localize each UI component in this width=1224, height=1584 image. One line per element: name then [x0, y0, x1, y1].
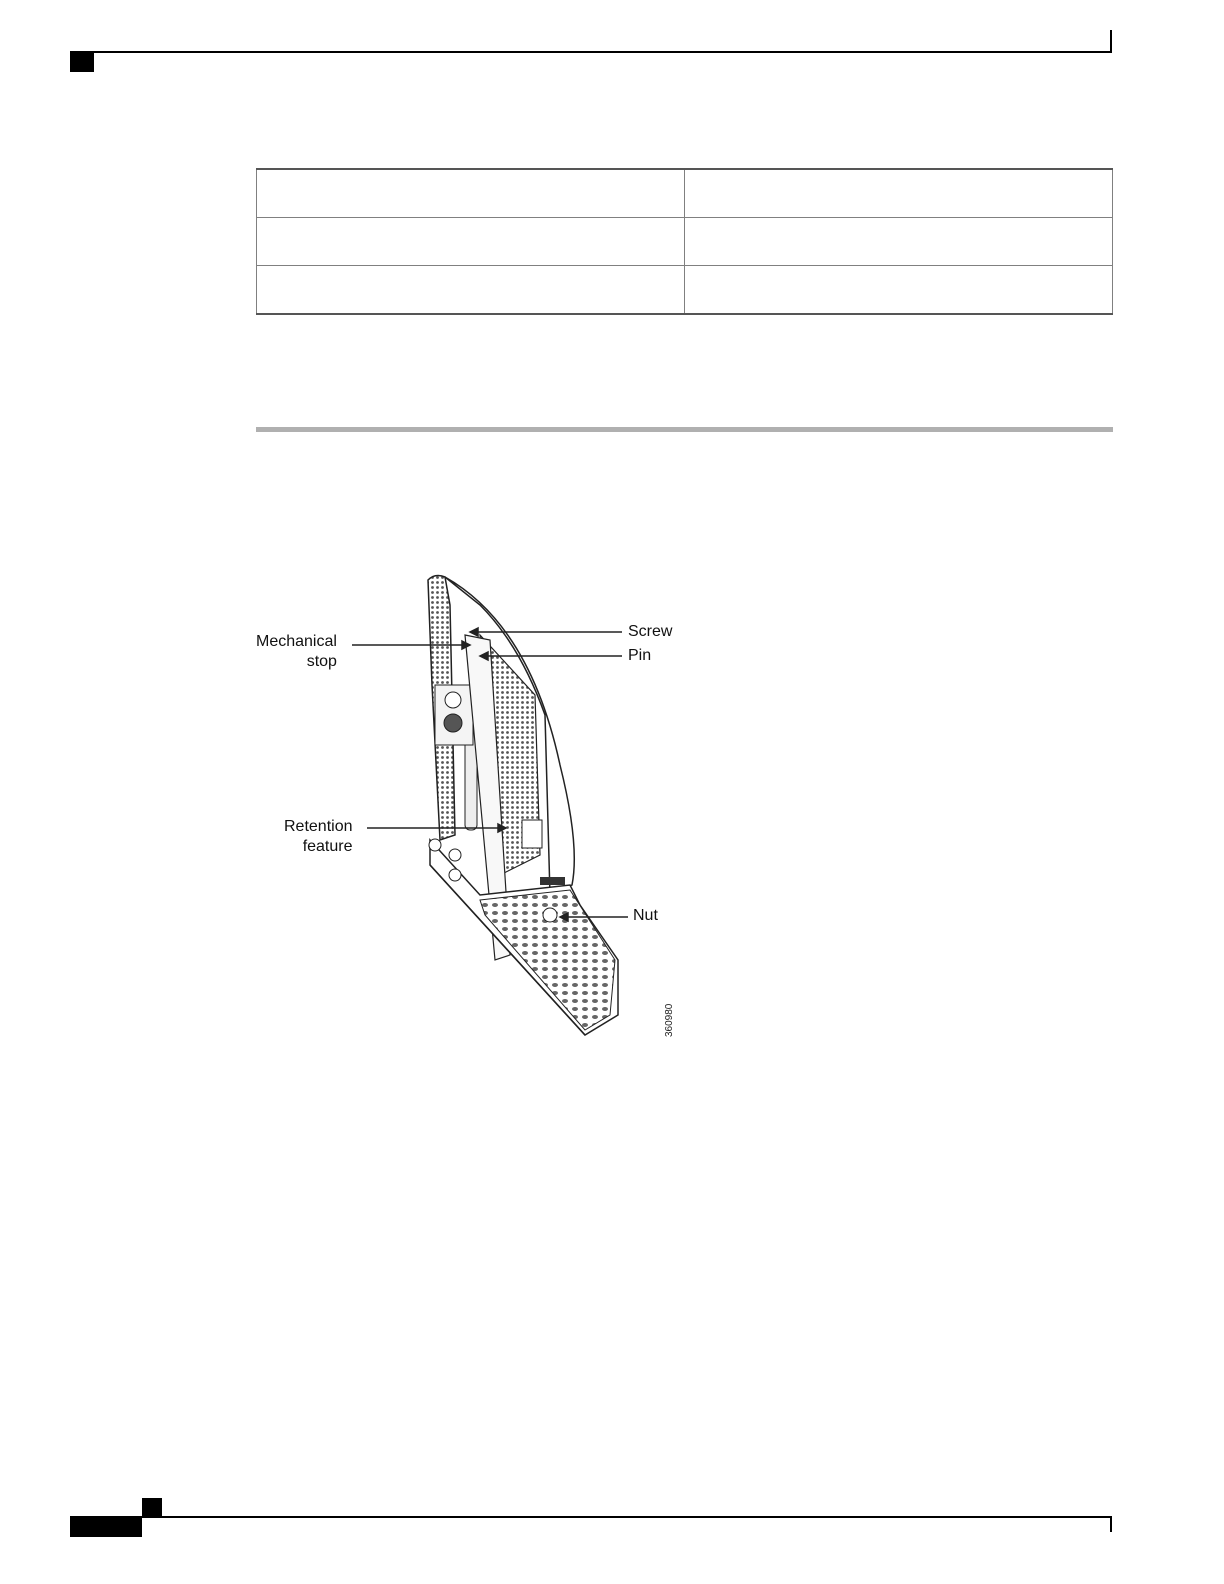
header-marker [70, 53, 94, 72]
table-cell [685, 169, 1113, 218]
section-rule [256, 427, 1113, 432]
table-cell [257, 218, 685, 266]
table-cell [685, 266, 1113, 315]
callout-pin: Pin [628, 647, 652, 664]
footer-tick [1110, 1518, 1112, 1532]
callout-text: Mechanical [256, 633, 337, 650]
footer-page-block [70, 1517, 142, 1537]
table-cell [685, 218, 1113, 266]
callout-text: feature [302, 838, 353, 855]
header-tick [1110, 30, 1112, 52]
callout-retention-feature [284, 817, 353, 857]
footer-marker [142, 1498, 162, 1517]
callout-nut: Nut [633, 907, 658, 924]
table-row [257, 266, 1113, 315]
spec-table [256, 168, 1113, 315]
header-rule [70, 51, 1112, 53]
table-row [257, 218, 1113, 266]
callout-mechanical-stop [256, 632, 337, 672]
footer-rule [70, 1516, 1112, 1518]
callout-text: Retention [284, 818, 353, 835]
figure-id: 360980 [664, 1003, 675, 1037]
callout-text: stop [306, 653, 337, 670]
table-cell [257, 169, 685, 218]
table-cell [257, 266, 685, 315]
table-row [257, 169, 1113, 218]
callout-screw: Screw [628, 623, 673, 640]
